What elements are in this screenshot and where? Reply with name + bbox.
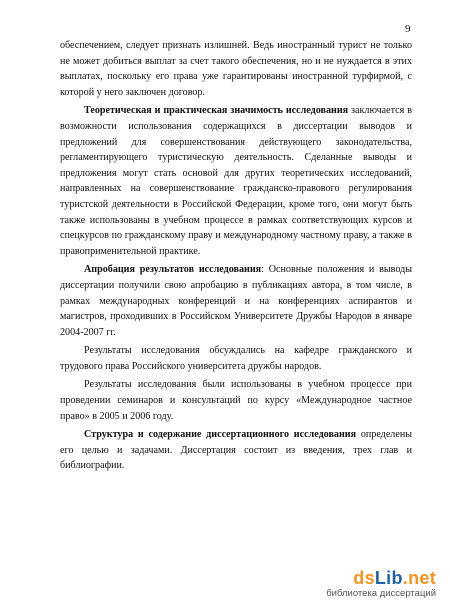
paragraph-discussion (60, 343, 412, 374)
approbation-heading: Апробация результатов исследования (84, 264, 262, 276)
dslib-logo[interactable] (326, 568, 436, 588)
watermark-subtitle: библиотека диссертаций (326, 588, 436, 599)
structure-heading: Структура и содержание диссертационного исследования (84, 429, 357, 441)
approbation-text: : Основные положения и выводы диссертации получили свою апробацию в публикациях автора, в том числе, в рамках международных конференций и на конференциях аспирантов и магистров, проходивших в Российском Университете Дружбы Народов в январе 2004-2007 гг. (60, 264, 412, 338)
document-body (60, 38, 412, 474)
logo-ds: ds (353, 568, 375, 588)
discussion-text: Результаты исследования обсуждались на кафедре гражданского и трудового права Российского университета дружбы народов. (60, 345, 412, 372)
paragraph-significance (60, 103, 412, 259)
dslib-watermark[interactable] (326, 568, 436, 600)
paragraph-1-text: обеспечением, следует признать излишней. Ведь иностранный турист не только не может добиться выплат за счет такого обеспечения, но и не нуждается в этих выплатах, поскольку его права уже гарантированы иностранной турфирмой, с которой у него заключен договор. (60, 40, 412, 98)
significance-heading: Теоретическая и практическая значимость исследования (84, 105, 349, 117)
logo-net: .net (402, 568, 436, 588)
page-number: 9 (405, 23, 411, 35)
paragraph-structure (60, 427, 412, 474)
paragraph-1 (60, 38, 412, 100)
logo-lib: Lib (374, 568, 403, 588)
paragraph-teaching (60, 377, 412, 424)
paragraph-approbation (60, 262, 412, 340)
structure-text: определены его целью и задачами. Диссертация состоит из введения, трех глав и библиографии. (60, 429, 412, 472)
significance-text: заключается в возможности использования содержащихся в диссертации выводов и предложений для совершенствования действующего законодательства, регламентирующего туристическую деятельность. Сделанные выводы и предложения могут стать основой для других теоретических исследований, направленных на совершенствование гражданско-правового регулирования туристской деятельности в Российской Федерации, кроме того, они могут быть также использованы в учебном процессе в рамках соответствующих курсов и спецкурсов по гражданскому праву и международному частному праву, а также в правоприменительной практике. (60, 105, 412, 257)
teaching-text: Результаты исследования были использованы в учебном процессе при проведении семинаров и консультаций по курсу «Международное частное право» в 2005 и 2006 году. (60, 379, 412, 422)
